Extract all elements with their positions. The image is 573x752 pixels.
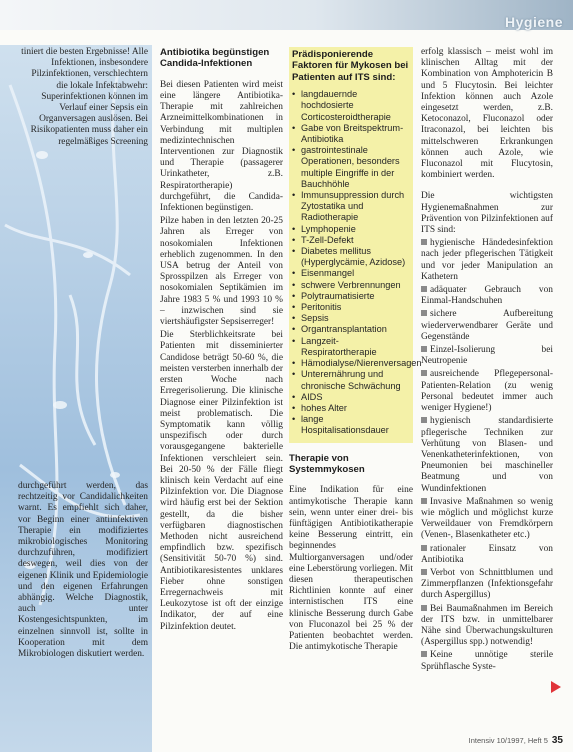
- measures-intro: Die wichtigsten Hygienemaßnahmen zur Prävention von Pilzinfektionen auf ITS sind:: [421, 191, 553, 236]
- continue-arrow-icon: [551, 681, 561, 693]
- risk-factor-list: [292, 89, 422, 436]
- square-bullet-icon: [421, 310, 427, 316]
- hygiene-measure-item: [421, 568, 553, 602]
- hygiene-measure-item: [421, 309, 553, 343]
- hygiene-measure-list: [421, 238, 553, 673]
- risk-factor-item: • Polytraumatisierte: [292, 291, 410, 302]
- hygiene-measure-item: [421, 416, 553, 494]
- col2-paragraph: Die Sterblichkeitsrate bei Patienten mit disseminierter Candidose beträgt 50-60 %, die meisten versterben innerhalb der ersten Woche nach Erregerisolierung. Die klinische Diagnose einer Pilzinfektion ist meist problematisch. Die Symptomatik kann völlig unspezifisch oder durch vorausgegangene bakterielle Infektionen verschleiert sein. Bei 20-50 % der Fälle fliegt klinisch kein Verdacht auf eine Pilzinfektion vor. Die Diagnose wird häufig erst bei der Sektion gestellt, da die bisher verfügbaren diagnostischen Methoden nicht ausreichend empfindlich bzw. spezifisch (Sensitivität 50-70 %) sind. Antibiotikaresistentes unklares Fieber ohne sonstigen Erregernachweis mit Leukozytose ist oft der einzige Indikator, der auf eine Pilzinfektion deutet.: [160, 330, 283, 632]
- hygiene-measure-text: ausreichende Pflegepersonal-Patienten-Relation (zu wenig Personal bedeutet immer auch weniger Hygiene!): [421, 369, 553, 414]
- risk-factor-item: • langdauernde hochdosierte Corticosteroidtherapie: [292, 89, 410, 123]
- risk-factor-item: • Unterernährung und chronische Schwächung: [292, 369, 410, 391]
- risk-factor-item: • Organtransplantation: [292, 324, 410, 335]
- risk-factor-item: • Gabe von Breitspektrum-Antibiotika: [292, 123, 410, 145]
- hygiene-measure-text: Invasive Maßnahmen so wenig wie möglich und möglichst kurze Verweildauer von Fremdkörpern (Venen-, Blasenkatheter etc.): [421, 496, 553, 541]
- square-bullet-icon: [421, 417, 427, 423]
- header-band: [0, 0, 573, 30]
- risk-factor-item: • Immunsuppression durch Zytostatika und Radiotherapie: [292, 190, 410, 224]
- col2-heading: Antibiotika begünstigen Candida-Infektionen: [160, 47, 270, 70]
- column-3: [289, 47, 422, 655]
- risk-factor-item: • Sepsis: [292, 313, 410, 324]
- risk-factor-item: • hohes Alter: [292, 403, 410, 414]
- col1-text-bottom: durchgeführt werden, das rechtzeitig vor Candidalichkeiten warnt. Es empfiehlt sich daher, vor Beginn einer antiinfektiven Therapie ein modifiziertes mikrobiologisches Monitoring durchzuführen, modifiziert deswegen, weil dies von der eigenen Klinik und Epidemiologie und den eigenen Erfahrungen abhängig. Welche Diagnostik, auch unter Kostengesichtspunkten, im einzelnen sinnvoll ist, sollte in Kooperation mit dem Mikrobiologen diskutiert werden.: [18, 481, 148, 660]
- risk-factor-item: • Hämodialyse/Nierenversagen: [292, 358, 410, 369]
- column-1: [18, 47, 148, 660]
- col2-paragraph: Pilze haben in den letzten 20-25 Jahren als Erreger von nosokomialen Infektionen erheblich zugenommen. In den USA betrug der Anteil von Sprosspilzen als Erreger von nosokomialen Septikämien im Jahre 1983 5 % und 1993 10 % – inzwischen sind sie viertshäufigster Sepsiserreger!: [160, 216, 283, 328]
- risk-factor-box: [289, 47, 422, 443]
- risk-factor-heading: Prädisponierende Faktoren für Mykosen bei Patienten auf ITS sind:: [292, 49, 409, 83]
- risk-factor-item: • Langzeit-Respiratortherapie: [292, 336, 410, 358]
- hygiene-measure-item: [421, 604, 553, 649]
- col2-paragraph: Bei diesen Patienten wird meist eine längere Antibiotika-Therapie mit zahlreichen Arzneimittelkombinationen in Verbindung mit multiplen medizintechnischen Interventionen zur Diagnostik und Therapie (passagerer Urinkatheter, z.B. Respiratortherapie) durchgeführt, die Candida-Infektionen begünstigen.: [160, 79, 283, 214]
- page-number: 35: [551, 735, 563, 746]
- hygiene-measure-item: [421, 285, 553, 307]
- risk-factor-item: • Peritonitis: [292, 302, 410, 313]
- therapy-heading: Therapie von Systemmykosen: [289, 452, 365, 475]
- hygiene-measure-item: [421, 238, 553, 283]
- page-footer: [469, 735, 563, 746]
- hygiene-measure-text: hygienische Händedesinfektion nach jeder pflegerischen Tätigkeit und vor jeder Manipulation an Kathetern: [421, 238, 553, 282]
- hygiene-measure-item: [421, 544, 553, 566]
- risk-factor-item: • lange Hospitalisationsdauer: [292, 414, 410, 436]
- hygiene-measure-item: [421, 369, 553, 414]
- section-title: Hygiene: [505, 14, 563, 30]
- square-bullet-icon: [421, 286, 427, 292]
- hygiene-measure-text: rationaler Einsatz von Antibiotika: [421, 543, 553, 565]
- hygiene-measure-text: Einzel-Isolierung bei Neutropenie: [421, 345, 553, 367]
- risk-factor-item: • Eisenmangel: [292, 268, 410, 279]
- risk-factor-item: • AIDS: [292, 392, 410, 403]
- hygiene-measure-text: Keine unnötige sterile Sprühflasche Syste-: [421, 650, 553, 672]
- column-2: [160, 47, 283, 635]
- hygiene-measure-item: [421, 650, 553, 672]
- column-4: [421, 47, 553, 675]
- hygiene-measure-item: [421, 345, 553, 367]
- square-bullet-icon: [421, 651, 427, 657]
- hygiene-measure-item: [421, 497, 553, 542]
- therapy-text: Eine Indikation für eine antimykotische Therapie kann sein, wenn unter einer drei- bis fünftägigen Antibiotikatherapie keine Besserung eintritt, ein beginnendes Multiorganversagen und/oder eine Leberstörung vorliegen. Mit diesen therapeutischen Richtlinien konnte auf einer internistischen ITS eine klinische Besserung durch Gabe von Fluconazol bei 25 % der Patienten beobachtet werden. Die antimykotische Therapie: [289, 485, 413, 653]
- square-bullet-icon: [421, 346, 427, 352]
- risk-factor-item: • gastrointestinale Operationen, besonders multiple Eingriffe in der Bauchhöhle: [292, 145, 410, 190]
- hygiene-measure-text: adäquater Gebrauch von Einmal-Handschuhen: [421, 285, 553, 307]
- hygiene-measure-text: sichere Aufbereitung wiederverwendbarer Geräte und Gegenstände: [421, 309, 553, 342]
- risk-factor-item: • Diabetes mellitus (Hyperglycämie, Azidose): [292, 246, 410, 268]
- journal-ref: Intensiv 10/1997, Heft 5: [468, 736, 548, 745]
- square-bullet-icon: [421, 569, 427, 575]
- square-bullet-icon: [421, 239, 427, 245]
- col1-text-top: tiniert die besten Ergebnisse! Alle Infektionen, insbesondere Pilzinfektionen, verschlechtern die lokale Infektabwehr: Superinfektionen können im Verlauf einer Sepsis ein Organversagen auslösen. Bei Risikopatienten muss daher ein regelmäßiges Screening: [21, 47, 148, 147]
- col4-intro: erfolg klassisch – meist wohl im klinischen Alltag mit der Kombination von Amphotericin B und 5 Flucytosin. Bei leichter Infektion können auch Azole eingesetzt werden, z.B. Ketoconazol, Fluconazol oder Itraconazol, bei leichten bis mittelschweren Erkrankungen können auch Azole, wie Fluconazol mit Flucytosin, kombiniert werden.: [421, 47, 553, 181]
- square-bullet-icon: [421, 545, 427, 551]
- square-bullet-icon: [421, 370, 427, 376]
- hygiene-measure-text: Bei Baumaßnahmen im Bereich der ITS bzw. in unmittelbarer Nähe sind Überwachungskulturen (Aspergillus spp.) notwendig!: [421, 603, 553, 648]
- risk-factor-item: • schwere Verbrennungen: [292, 280, 410, 291]
- risk-factor-item: • Lymphopenie: [292, 224, 410, 235]
- square-bullet-icon: [421, 498, 427, 504]
- square-bullet-icon: [421, 605, 427, 611]
- risk-factor-item: • T-Zell-Defekt: [292, 235, 410, 246]
- hygiene-measure-text: hygienisch standardisierte pflegerische Techniken zur Verhütung von Blasen- und Venenkatheterinfektionen, von Pneumonien bei maschineller Beatmung und von Wundinfektionen: [421, 416, 553, 494]
- hygiene-measure-text: Verbot von Schnittblumen und Zimmerpflanzen (Infektionsgefahr durch Aspergillus): [421, 567, 553, 601]
